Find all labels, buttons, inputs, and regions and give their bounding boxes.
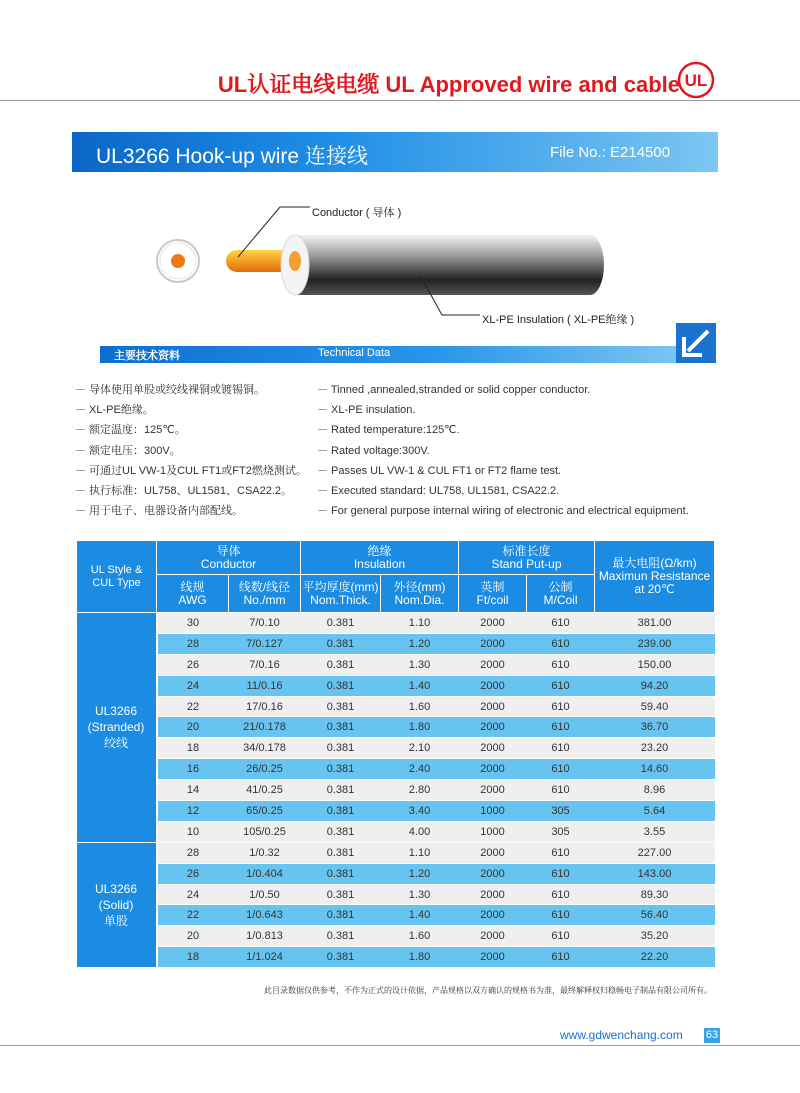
- table-cell: 305: [527, 801, 595, 822]
- table-cell: 0.381: [301, 780, 381, 801]
- spec-item-cn: － XL-PE绝缘。: [75, 404, 154, 417]
- table-cell: 2000: [459, 759, 527, 780]
- table-cell: 24: [157, 884, 229, 905]
- table-cell: 5.64: [595, 801, 715, 822]
- table-cell: 12: [157, 801, 229, 822]
- spec-item-en: － XL-PE insulation.: [317, 404, 416, 417]
- table-cell: 16: [157, 759, 229, 780]
- conductor-label: Conductor ( 导体 ): [312, 207, 402, 219]
- table-cell: 1/0.813: [229, 926, 301, 947]
- table-cell: 59.40: [595, 696, 715, 717]
- table-cell: 1.20: [381, 633, 459, 654]
- table-row: [77, 801, 715, 822]
- ul-logo-icon: [676, 60, 716, 100]
- cable-side-view: [226, 235, 604, 295]
- spec-list-cn: [75, 380, 307, 521]
- section-title-cn: 主要技术资料: [114, 350, 180, 362]
- table-cell: 1.80: [381, 717, 459, 738]
- table-cell: 0.381: [301, 821, 381, 842]
- table-cell: 610: [527, 863, 595, 884]
- table-cell: 94.20: [595, 675, 715, 696]
- table-cell: 1.80: [381, 947, 459, 968]
- table-row: [77, 654, 715, 675]
- svg-text:UL: UL: [684, 71, 708, 90]
- table-cell: 610: [527, 696, 595, 717]
- table-row: [77, 863, 715, 884]
- table-cell: 610: [527, 842, 595, 863]
- table-cell: 1.30: [381, 654, 459, 675]
- table-cell: 381.00: [595, 613, 715, 634]
- disclaimer-note: 此目录数据仅供参考，不作为正式的设计依据，产品规格以双方确认的规格书为准，最终解释权归稳畅电子制品有限公司所有。: [264, 986, 712, 995]
- table-cell: 2.80: [381, 780, 459, 801]
- spec-item-en: － Rated voltage:300V.: [317, 444, 430, 457]
- table-cell: 0.381: [301, 926, 381, 947]
- table-cell: 34/0.178: [229, 738, 301, 759]
- table-cell: 20: [157, 926, 229, 947]
- page-number: 63: [705, 1029, 719, 1041]
- table-cell: 0.381: [301, 717, 381, 738]
- header-resistance: 最大电阻(Ω/km) Maximun Resistance at 20℃: [595, 541, 715, 613]
- table-cell: 26: [157, 654, 229, 675]
- spec-item-cn: － 导体使用单股或绞线裸铜或镀锡铜。: [75, 384, 266, 396]
- table-cell: 610: [527, 780, 595, 801]
- table-cell: 227.00: [595, 842, 715, 863]
- table-cell: 2000: [459, 738, 527, 759]
- group-label: UL3266 (Solid) 单股: [77, 842, 157, 967]
- table-cell: 56.40: [595, 905, 715, 926]
- header-m: 公制 M/Coil: [527, 575, 595, 613]
- table-cell: 1/0.50: [229, 884, 301, 905]
- product-banner: [72, 132, 718, 172]
- cross-section-icon: [157, 240, 199, 282]
- table-cell: 7/0.16: [229, 654, 301, 675]
- file-number: File No.: E214500: [550, 144, 671, 161]
- table-cell: 7/0.10: [229, 613, 301, 634]
- table-row: [77, 905, 715, 926]
- table-cell: 2.10: [381, 738, 459, 759]
- header-style: UL Style & CUL Type: [77, 541, 157, 613]
- table-row: [77, 821, 715, 842]
- header-conductor: 导体 Conductor: [157, 541, 301, 575]
- table-row: [77, 947, 715, 968]
- page-title: UL认证电线电缆 UL Approved wire and cable: [217, 72, 680, 97]
- table-cell: 1.10: [381, 613, 459, 634]
- table-cell: 0.381: [301, 801, 381, 822]
- table-cell: 1/0.404: [229, 863, 301, 884]
- table-cell: 30: [157, 613, 229, 634]
- table-cell: 610: [527, 633, 595, 654]
- table-cell: 0.381: [301, 842, 381, 863]
- table-cell: 2000: [459, 905, 527, 926]
- table-cell: 1.60: [381, 696, 459, 717]
- table-row: [77, 842, 715, 863]
- table-cell: 26: [157, 863, 229, 884]
- table-cell: 7/0.127: [229, 633, 301, 654]
- table-cell: 65/0.25: [229, 801, 301, 822]
- table-cell: 35.20: [595, 926, 715, 947]
- table-cell: 610: [527, 947, 595, 968]
- table-row: [77, 759, 715, 780]
- header-strand: 线数/线径 No./mm: [229, 575, 301, 613]
- spec-list-en: [317, 380, 689, 521]
- table-cell: 1.40: [381, 675, 459, 696]
- table-cell: 305: [527, 821, 595, 842]
- section-title-en: Technical Data: [318, 347, 391, 359]
- spec-item-en: － For general purpose internal wiring of electronic and electrical equipment.: [317, 505, 689, 518]
- table-cell: 2000: [459, 884, 527, 905]
- table-cell: 1/0.32: [229, 842, 301, 863]
- table-row: [77, 633, 715, 654]
- table-row: [77, 738, 715, 759]
- spec-table: [76, 540, 715, 968]
- table-row: [77, 717, 715, 738]
- table-cell: 0.381: [301, 759, 381, 780]
- table-cell: 1000: [459, 801, 527, 822]
- table-cell: 2000: [459, 947, 527, 968]
- product-title: UL3266 Hook-up wire 连接线: [96, 145, 368, 168]
- table-cell: 2000: [459, 780, 527, 801]
- table-cell: 21/0.178: [229, 717, 301, 738]
- table-cell: 26/0.25: [229, 759, 301, 780]
- table-cell: 2000: [459, 654, 527, 675]
- table-cell: 610: [527, 675, 595, 696]
- table-cell: 11/0.16: [229, 675, 301, 696]
- table-cell: 2000: [459, 717, 527, 738]
- header-divider: [0, 100, 800, 101]
- table-cell: 17/0.16: [229, 696, 301, 717]
- table-cell: 18: [157, 738, 229, 759]
- spec-item-cn: － 额定温度：125℃。: [75, 424, 186, 437]
- table-cell: 28: [157, 633, 229, 654]
- table-cell: 0.381: [301, 905, 381, 926]
- spec-item-en: － Executed standard: UL758, UL1581, CSA22.2.: [317, 484, 560, 497]
- technical-data-bar: [100, 346, 716, 363]
- table-body: [77, 613, 715, 968]
- table-cell: 0.381: [301, 654, 381, 675]
- table-cell: 239.00: [595, 633, 715, 654]
- table-cell: 2000: [459, 926, 527, 947]
- table-cell: 105/0.25: [229, 821, 301, 842]
- table-cell: 1.10: [381, 842, 459, 863]
- spec-item-en: － Passes UL VW-1 & CUL FT1 or FT2 flame test.: [317, 464, 562, 477]
- table-cell: 143.00: [595, 863, 715, 884]
- table-cell: 4.00: [381, 821, 459, 842]
- table-cell: 36.70: [595, 717, 715, 738]
- table-cell: 8.96: [595, 780, 715, 801]
- table-cell: 28: [157, 842, 229, 863]
- table-cell: 610: [527, 654, 595, 675]
- website-link[interactable]: www.gdwenchang.com: [560, 1028, 683, 1042]
- table-cell: 18: [157, 947, 229, 968]
- table-cell: 0.381: [301, 738, 381, 759]
- table-cell: 41/0.25: [229, 780, 301, 801]
- spec-item-cn: － 用于电子、电器设备内部配线。: [75, 505, 244, 518]
- table-cell: 2000: [459, 633, 527, 654]
- spec-item-cn: － 可通过UL VW-1及CUL FT1或FT2燃烧测试。: [75, 464, 307, 477]
- table-cell: 1/1.024: [229, 947, 301, 968]
- table-row: [77, 926, 715, 947]
- group-label: UL3266 (Stranded) 绞线: [77, 613, 157, 843]
- arrow-icon: [676, 323, 716, 363]
- table-cell: 23.20: [595, 738, 715, 759]
- table-row: [77, 696, 715, 717]
- footer-divider: [0, 1045, 800, 1046]
- table-header: [77, 541, 715, 613]
- table-cell: 2000: [459, 842, 527, 863]
- header-insulation: 绝缘 Insulation: [301, 541, 459, 575]
- spec-item-en: － Rated temperature:125℃.: [317, 424, 460, 437]
- table-cell: 1000: [459, 821, 527, 842]
- table-cell: 22: [157, 905, 229, 926]
- table-cell: 24: [157, 675, 229, 696]
- table-cell: 89.30: [595, 884, 715, 905]
- table-cell: 22: [157, 696, 229, 717]
- table-cell: 0.381: [301, 675, 381, 696]
- table-cell: 0.381: [301, 633, 381, 654]
- spec-item-cn: － 额定电压：300V。: [75, 444, 181, 457]
- table-cell: 10: [157, 821, 229, 842]
- table-cell: 150.00: [595, 654, 715, 675]
- table-cell: 20: [157, 717, 229, 738]
- table-cell: 2000: [459, 675, 527, 696]
- table-row: [77, 884, 715, 905]
- table-cell: 610: [527, 717, 595, 738]
- table-cell: 2000: [459, 696, 527, 717]
- table-cell: 2000: [459, 863, 527, 884]
- table-cell: 1.60: [381, 926, 459, 947]
- table-cell: 1.20: [381, 863, 459, 884]
- header-thick: 平均厚度(mm) Nom.Thick.: [301, 575, 381, 613]
- table-cell: 610: [527, 759, 595, 780]
- table-row: [77, 780, 715, 801]
- table-cell: 2000: [459, 613, 527, 634]
- table-cell: 3.55: [595, 821, 715, 842]
- table-cell: 14: [157, 780, 229, 801]
- table-row: [77, 613, 715, 634]
- table-cell: 1/0.643: [229, 905, 301, 926]
- table-cell: 22.20: [595, 947, 715, 968]
- table-cell: 14.60: [595, 759, 715, 780]
- table-cell: 610: [527, 738, 595, 759]
- table-cell: 610: [527, 613, 595, 634]
- table-cell: 0.381: [301, 863, 381, 884]
- table-cell: 610: [527, 926, 595, 947]
- spec-item-en: － Tinned ,annealed,stranded or solid copper conductor.: [317, 384, 591, 396]
- header-standput: 标准长度 Stand Put-up: [459, 541, 595, 575]
- header-ft: 英制 Ft/coil: [459, 575, 527, 613]
- table-cell: 1.40: [381, 905, 459, 926]
- table-cell: 3.40: [381, 801, 459, 822]
- table-cell: 610: [527, 905, 595, 926]
- table-cell: 1.30: [381, 884, 459, 905]
- table-cell: 0.381: [301, 613, 381, 634]
- header-dia: 外径(mm) Nom.Dia.: [381, 575, 459, 613]
- table-cell: 0.381: [301, 696, 381, 717]
- table-cell: 0.381: [301, 884, 381, 905]
- header-awg: 线规 AWG: [157, 575, 229, 613]
- spec-item-cn: － 执行标准：UL758、UL1581、CSA22.2。: [75, 484, 293, 497]
- table-cell: 0.381: [301, 947, 381, 968]
- table-row: [77, 675, 715, 696]
- insulation-label: XL-PE Insulation ( XL-PE绝缘 ): [482, 314, 635, 326]
- table-cell: 2.40: [381, 759, 459, 780]
- table-cell: 610: [527, 884, 595, 905]
